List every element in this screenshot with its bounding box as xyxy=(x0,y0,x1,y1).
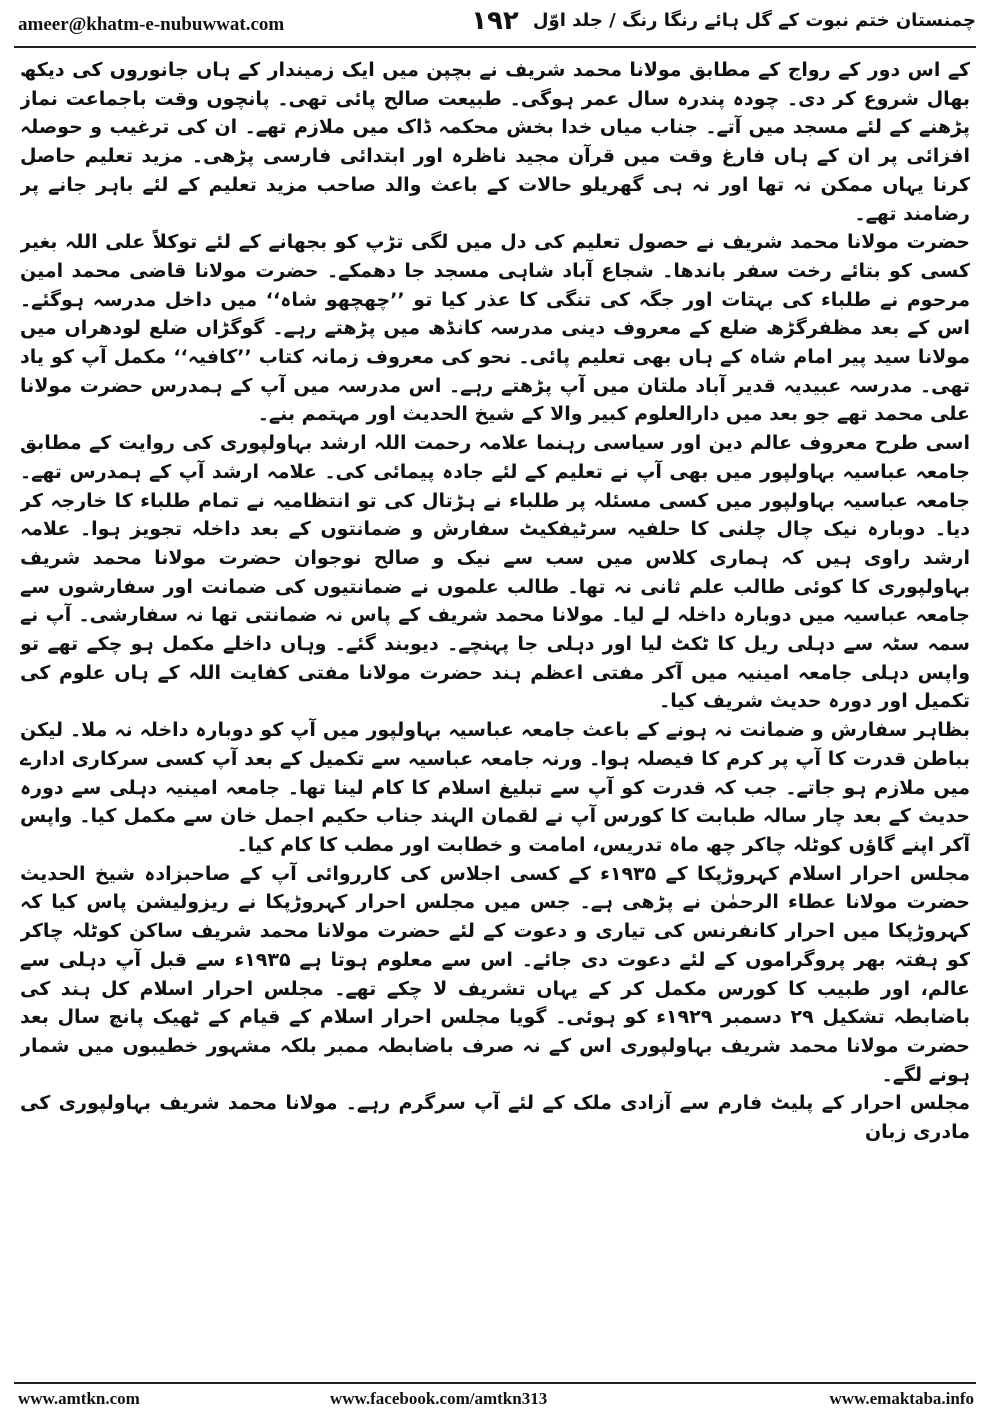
paragraph-3: اسی طرح معروف عالم دین اور سیاسی رہنما علامہ رحمت اللہ ارشد بہاولپوری کی روایت کے مطابق جامعہ عباسیہ بہاولپور میں بھی آپ نے تعلیم کے لئے جادہ پیمائی کی۔ علامہ ارشد آپ کے ہمدرس تھے۔ جامعہ عباسیہ بہاولپور میں کسی مسئلہ پر طلباء نے ہڑتال کی تو انتظامیہ نے تمام طلباء کا خارجہ کر دیا۔ دوبارہ نیک چال چلنی کا حلفیہ سرٹیفکیٹ سفارش و ضمانتوں کے بعد داخلہ تجویز ہوا۔ علامہ ارشد راوی ہیں کہ ہماری کلاس میں سب سے نیک و صالح نوجوان حضرت مولانا محمد شریف بہاولپوری کا کوئی طالب علم ثانی نہ تھا۔ طالب علموں نے ضمانتیوں کی ضمانت اور سفارشوں سے جامعہ عباسیہ میں دوبارہ داخلہ لے لیا۔ مولانا محمد شریف کے پاس نہ ضمانتی تھا نہ سفارشی۔ آپ نے سمہ سٹہ سے دہلی ریل کا ٹکٹ لیا اور دہلی جا پہنچے۔ دیوبند گئے۔ وہاں داخلے مکمل ہو چکے تھے تو واپس دہلی جامعہ امینیہ میں آکر مفتی اعظم ہند حضرت مولانا مفتی کفایت اللہ کے ہاں علوم کی تکمیل اور دورہ حدیث شریف کیا۔ xyxy=(20,432,970,713)
footer-link-emaktaba[interactable]: www.emaktaba.info xyxy=(829,1389,974,1408)
paragraph-6: مجلس احرار کے پلیٹ فارم سے آزادی ملک کے لئے آپ سرگرم رہے۔ مولانا محمد شریف بہاولپوری کی مادری زبان xyxy=(20,1092,970,1144)
page-number: ۱۹۲ xyxy=(471,6,519,36)
footer-divider xyxy=(14,1382,976,1384)
page-body xyxy=(20,56,970,1376)
paragraph-1: کے اس دور کے رواج کے مطابق مولانا محمد شریف نے بچپن میں ایک زمیندار کے ہاں جانوروں کی دیکھ بھال شروع کر دی۔ چودہ پندرہ سال عمر ہوگی۔ طبیعت صالح پائی تھی۔ پانچوں وقت باجماعت نماز پڑھنے کے لئے مسجد میں آتے۔ جناب میاں خدا بخش محکمہ ڈاک میں ملازم تھے۔ ان کی ترغیب و حوصلہ افزائی پر ان کے ہاں فارغ وقت میں قرآن مجید ناظرہ اور ابتدائی فارسی پڑھی۔ مزید تعلیم حاصل کرنا یہاں ممکن نہ تھا اور نہ ہی گھریلو حالات کے باعث والد صاحب مزید تعلیم کے لئے باہر جانے پر رضامند تھے۔ xyxy=(20,59,970,225)
footer-link-facebook[interactable]: www.facebook.com/amtkn313 xyxy=(330,1389,548,1408)
book-title: چمنستان ختم نبوت کے گل ہائے رنگا رنگ / جلد اوّل xyxy=(532,10,976,31)
header-email: ameer@khatm-e-nubuwwat.com xyxy=(18,14,285,35)
header-divider xyxy=(14,46,976,48)
paragraph-5: مجلس احرار اسلام کہروڑپکا کے ۱۹۳۵ء کے کسی اجلاس کی کارروائی آپ کے صاحبزادہ شیخ الحدیث حضرت مولانا عطاء الرحمٰن نے پڑھی ہے۔ جس میں مجلس احرار کہروڑپکا نے ریزولیشن پاس کیا کہ کہروڑپکا میں احرار کانفرنس کی تیاری و دعوت کے لئے حضرت مولانا محمد شریف ساکن کوٹلہ چاکر کو ہفتہ بھر پروگراموں کے لئے دعوت دی جائے۔ اس سے معلوم ہوتا ہے ۱۹۳۵ء سے قبل آپ دہلی سے عالم، اور طبیب کا کورس مکمل کر کے یہاں تشریف لا چکے تھے۔ مجلس احرار اسلام کل ہند کی باضابطہ تشکیل ۲۹ دسمبر ۱۹۲۹ء کو ہوئی۔ گویا مجلس احرار اسلام کے قیام کے ٹھیک پانچ سال بعد حضرت مولانا محمد شریف بہاولپوری اس کے نہ صرف باضابطہ ممبر بلکہ مشہور خطیبوں میں شمار ہونے لگے۔ xyxy=(20,862,970,1086)
page-footer xyxy=(0,1387,990,1417)
paragraph-2: حضرت مولانا محمد شریف نے حصول تعلیم کی دل میں لگی تڑپ کو بجھانے کے لئے توکلاً علی اللہ بغیر کسی کو بتائے رخت سفر باندھا۔ شجاع آباد شاہی مسجد جا دھمکے۔ حضرت مولانا قاضی محمد امین مرحوم نے طلباء کی بہتات اور جگہ کی تنگی کا عذر کیا تو ’’چھچھو شاہ‘‘ میں داخل مدرسہ ہوگئے۔ اس کے بعد مظفرگڑھ ضلع کے معروف دینی مدرسہ کانڈھ میں پڑھتے رہے۔ گوگڑاں ضلع لودھراں میں مولانا سید پیر امام شاہ کے ہاں بھی تعلیم پائی۔ نحو کی معروف زمانہ کتاب ’’کافیہ‘‘ مکمل آپ کو یاد تھی۔ مدرسہ عبیدیہ قدیر آباد ملتان میں آپ پڑھتے رہے۔ اس مدرسہ میں آپ کے ہمدرس حضرت مولانا علی محمد تھے جو بعد میں دارالعلوم کبیر والا کے شیخ الحدیث اور مہتمم بنے۔ xyxy=(20,231,970,426)
footer-link-amtkn[interactable]: www.amtkn.com xyxy=(18,1389,140,1408)
paragraph-4: بظاہر سفارش و ضمانت نہ ہونے کے باعث جامعہ عباسیہ بہاولپور میں آپ کو دوبارہ داخلہ نہ ملا۔ لیکن بباطن قدرت کا آپ پر کرم کا فیصلہ ہوا۔ ورنہ جامعہ عباسیہ سے تکمیل کے بعد آپ کسی سرکاری ادارے میں ملازم ہو جاتے۔ جب کہ قدرت کو آپ سے تبلیغ اسلام کا کام لینا تھا۔ جامعہ امینیہ دہلی سے دورہ حدیث کے بعد چار سالہ طبابت کا کورس آپ نے لقمان الہند جناب حکیم اجمل خان سے مکمل کیا۔ واپس آکر اپنے گاؤں کوٹلہ چاکر چھ ماہ تدریس، امامت و خطابت اور مطب کا کام کیا۔ xyxy=(20,719,970,856)
page-header xyxy=(0,0,990,46)
